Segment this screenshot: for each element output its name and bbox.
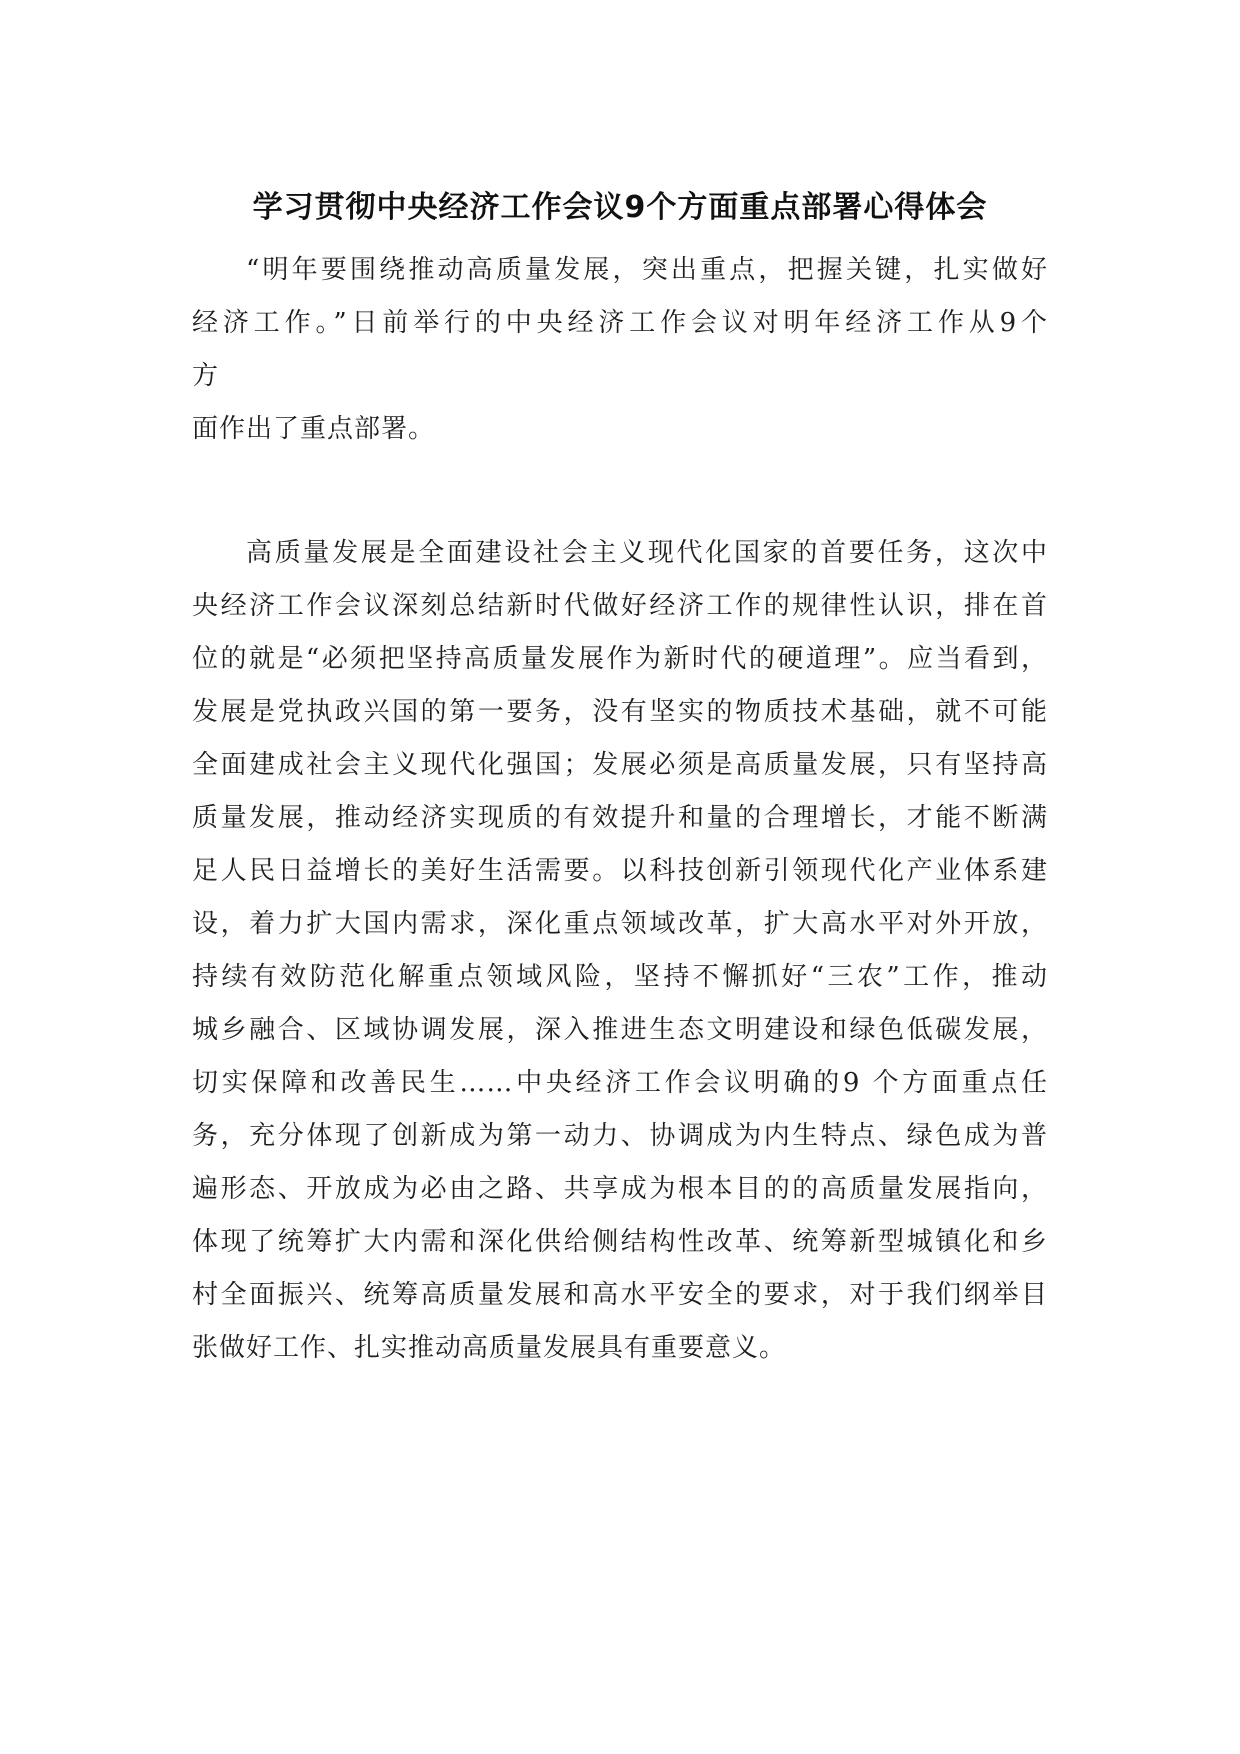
text-line: 高质量发展是全面建设社会主义现代化国家的首要任务，这次中 <box>246 538 1048 568</box>
text-line: 质量发展，推动经济实现质的有效提升和量的合理增长，才能不断满 <box>192 803 1048 833</box>
text-line: 切实保障和改善民生……中央经济工作会议明确的9 个方面重点任 <box>192 1068 1048 1098</box>
text-line: 张做好工作、扎实推动高质量发展具有重要意义。 <box>192 1333 787 1363</box>
text-line: 位的就是“必须把坚持高质量发展作为新时代的硬道理”。应当看到， <box>192 644 1048 674</box>
text-line: 村全面振兴、统筹高质量发展和高水平安全的要求，对于我们纲举目 <box>192 1280 1048 1310</box>
text-line: 城乡融合、区域协调发展，深入推进生态文明建设和绿色低碳发展， <box>192 1015 1048 1045</box>
text-line: 央经济工作会议深刻总结新时代做好经济工作的规律性认识，排在首 <box>192 591 1048 621</box>
text-line: 方 <box>192 361 220 391</box>
paragraph-main <box>192 527 1048 1375</box>
text-line: 经济工作。”日前举行的中央经济工作会议对明年经济工作从9个 <box>192 308 1048 338</box>
text-line: 面作出了重点部署。 <box>192 414 436 444</box>
paragraph-intro <box>192 244 1048 456</box>
text-line: 设，着力扩大国内需求，深化重点领域改革，扩大高水平对外开放， <box>192 909 1048 939</box>
text-line: 发展是党执政兴国的第一要务，没有坚实的物质技术基础，就不可能 <box>192 697 1048 727</box>
text-line: 持续有效防范化解重点领域风险，坚持不懈抓好“三农”工作，推动 <box>192 962 1048 992</box>
text-line: 务，充分体现了创新成为第一动力、协调成为内生特点、绿色成为普 <box>192 1121 1048 1151</box>
document-title: 学习贯彻中央经济工作会议9个方面重点部署心得体会 <box>252 190 988 225</box>
text-line: 足人民日益增长的美好生活需要。以科技创新引领现代化产业体系建 <box>192 856 1048 886</box>
text-line: 遍形态、开放成为必由之路、共享成为根本目的的高质量发展指向， <box>192 1174 1048 1204</box>
text-line: “明年要围绕推动高质量发展，突出重点，把握关键，扎实做好 <box>246 255 1048 285</box>
text-line: 体现了统筹扩大内需和深化供给侧结构性改革、统筹新型城镇化和乡 <box>192 1227 1048 1257</box>
text-line: 全面建成社会主义现代化强国；发展必须是高质量发展，只有坚持高 <box>192 750 1048 780</box>
